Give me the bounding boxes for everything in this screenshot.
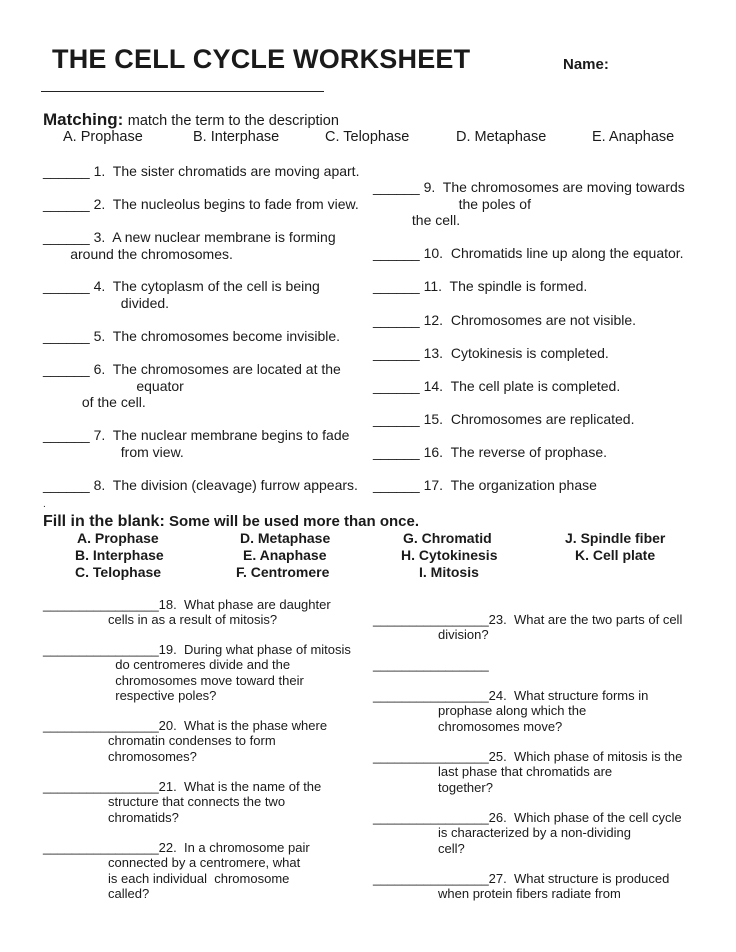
fill-question-19[interactable]: ________________19. During what phase of mitosis do centromeres divide and the chromosomes move toward their respective poles? (43, 642, 351, 703)
matching-item-4[interactable]: ______ 4. The cytoplasm of the cell is being divided. (43, 278, 320, 311)
fill-question-23-extra-blank[interactable]: ________________ (373, 657, 489, 672)
matching-option-e: E. Anaphase (592, 129, 675, 145)
fill-question-23[interactable]: ________________23. What are the two parts of cell division? (373, 612, 683, 643)
matching-item-13[interactable]: ______ 13. Cytokinesis is completed. (373, 345, 609, 361)
fill-heading-label: Fill in the blank: (43, 513, 165, 530)
matching-item-8[interactable]: ______ 8. The division (cleavage) furrow appears. (43, 477, 358, 493)
matching-item-7[interactable]: ______ 7. The nuclear membrane begins to fade from view. (43, 427, 350, 460)
fill-instruction: Some will be used more than once. (168, 513, 420, 530)
stray-mark: . (43, 499, 46, 510)
fill-question-18[interactable]: ________________18. What phase are daughter cells in as a result of mitosis? (43, 597, 331, 628)
name-label: Name: (563, 56, 609, 73)
matching-item-10[interactable]: ______ 10. Chromatids line up along the equator. (373, 245, 684, 261)
matching-item-14[interactable]: ______ 14. The cell plate is completed. (373, 378, 621, 394)
bank-term-g: G. Chromatid (403, 530, 492, 546)
fill-question-26[interactable]: ________________26. Which phase of the cell cycle is characterized by a non-dividing cell? (373, 810, 682, 856)
matching-instruction: match the term to the description (127, 113, 339, 129)
matching-heading-label: Matching: (43, 110, 124, 129)
bank-term-a: A. Prophase (77, 530, 159, 546)
matching-item-12[interactable]: ______ 12. Chromosomes are not visible. (373, 312, 637, 328)
matching-item-17[interactable]: ______ 17. The organization phase (373, 477, 597, 493)
matching-item-9[interactable]: ______ 9. The chromosomes are moving towards the poles of the cell. (373, 179, 685, 228)
bank-term-k: K. Cell plate (575, 547, 656, 563)
matching-option-b: B. Interphase (193, 129, 280, 145)
fill-question-27[interactable]: ________________27. What structure is produced when protein fibers radiate from (373, 871, 670, 902)
name-line[interactable] (41, 91, 324, 92)
fill-question-21[interactable]: ________________21. What is the name of the structure that connects the two chromatids? (43, 779, 322, 825)
matching-item-6[interactable]: ______ 6. The chromosomes are located at the equator of the cell. (43, 361, 341, 410)
bank-term-j: J. Spindle fiber (565, 530, 666, 546)
matching-option-c: C. Telophase (325, 129, 410, 145)
matching-item-5[interactable]: ______ 5. The chromosomes become invisible. (43, 328, 341, 344)
matching-item-1[interactable]: ______ 1. The sister chromatids are moving apart. (43, 163, 360, 179)
matching-item-15[interactable]: ______ 15. Chromosomes are replicated. (373, 411, 635, 427)
matching-item-16[interactable]: ______ 16. The reverse of prophase. (373, 444, 608, 460)
fill-question-25[interactable]: ________________25. Which phase of mitosis is the last phase that chromatids are together? (373, 749, 683, 795)
fill-question-20[interactable]: ________________20. What is the phase where chromatin condenses to form chromosomes? (43, 718, 328, 764)
page-title: THE CELL CYCLE WORKSHEET (52, 44, 471, 74)
fill-question-24[interactable]: ________________24. What structure forms in prophase along which the chromosomes move? (373, 688, 649, 734)
bank-term-e: E. Anaphase (243, 547, 327, 563)
bank-term-h: H. Cytokinesis (401, 547, 498, 563)
matching-item-11[interactable]: ______ 11. The spindle is formed. (373, 278, 588, 294)
bank-term-c: C. Telophase (75, 564, 162, 580)
bank-term-i: I. Mitosis (419, 564, 479, 580)
matching-option-a: A. Prophase (63, 129, 143, 145)
bank-term-f: F. Centromere (236, 564, 330, 580)
matching-item-3[interactable]: ______ 3. A new nuclear membrane is forming around the chromosomes. (43, 229, 336, 262)
bank-term-b: B. Interphase (75, 547, 164, 563)
matching-option-d: D. Metaphase (456, 129, 547, 145)
matching-heading (43, 110, 339, 130)
matching-item-2[interactable]: ______ 2. The nucleolus begins to fade from view. (43, 196, 359, 212)
fill-question-22[interactable]: ________________22. In a chromosome pair connected by a centromere, what is each individual chromosome called? (43, 840, 310, 901)
bank-term-d: D. Metaphase (240, 530, 331, 546)
fill-heading (43, 513, 419, 531)
